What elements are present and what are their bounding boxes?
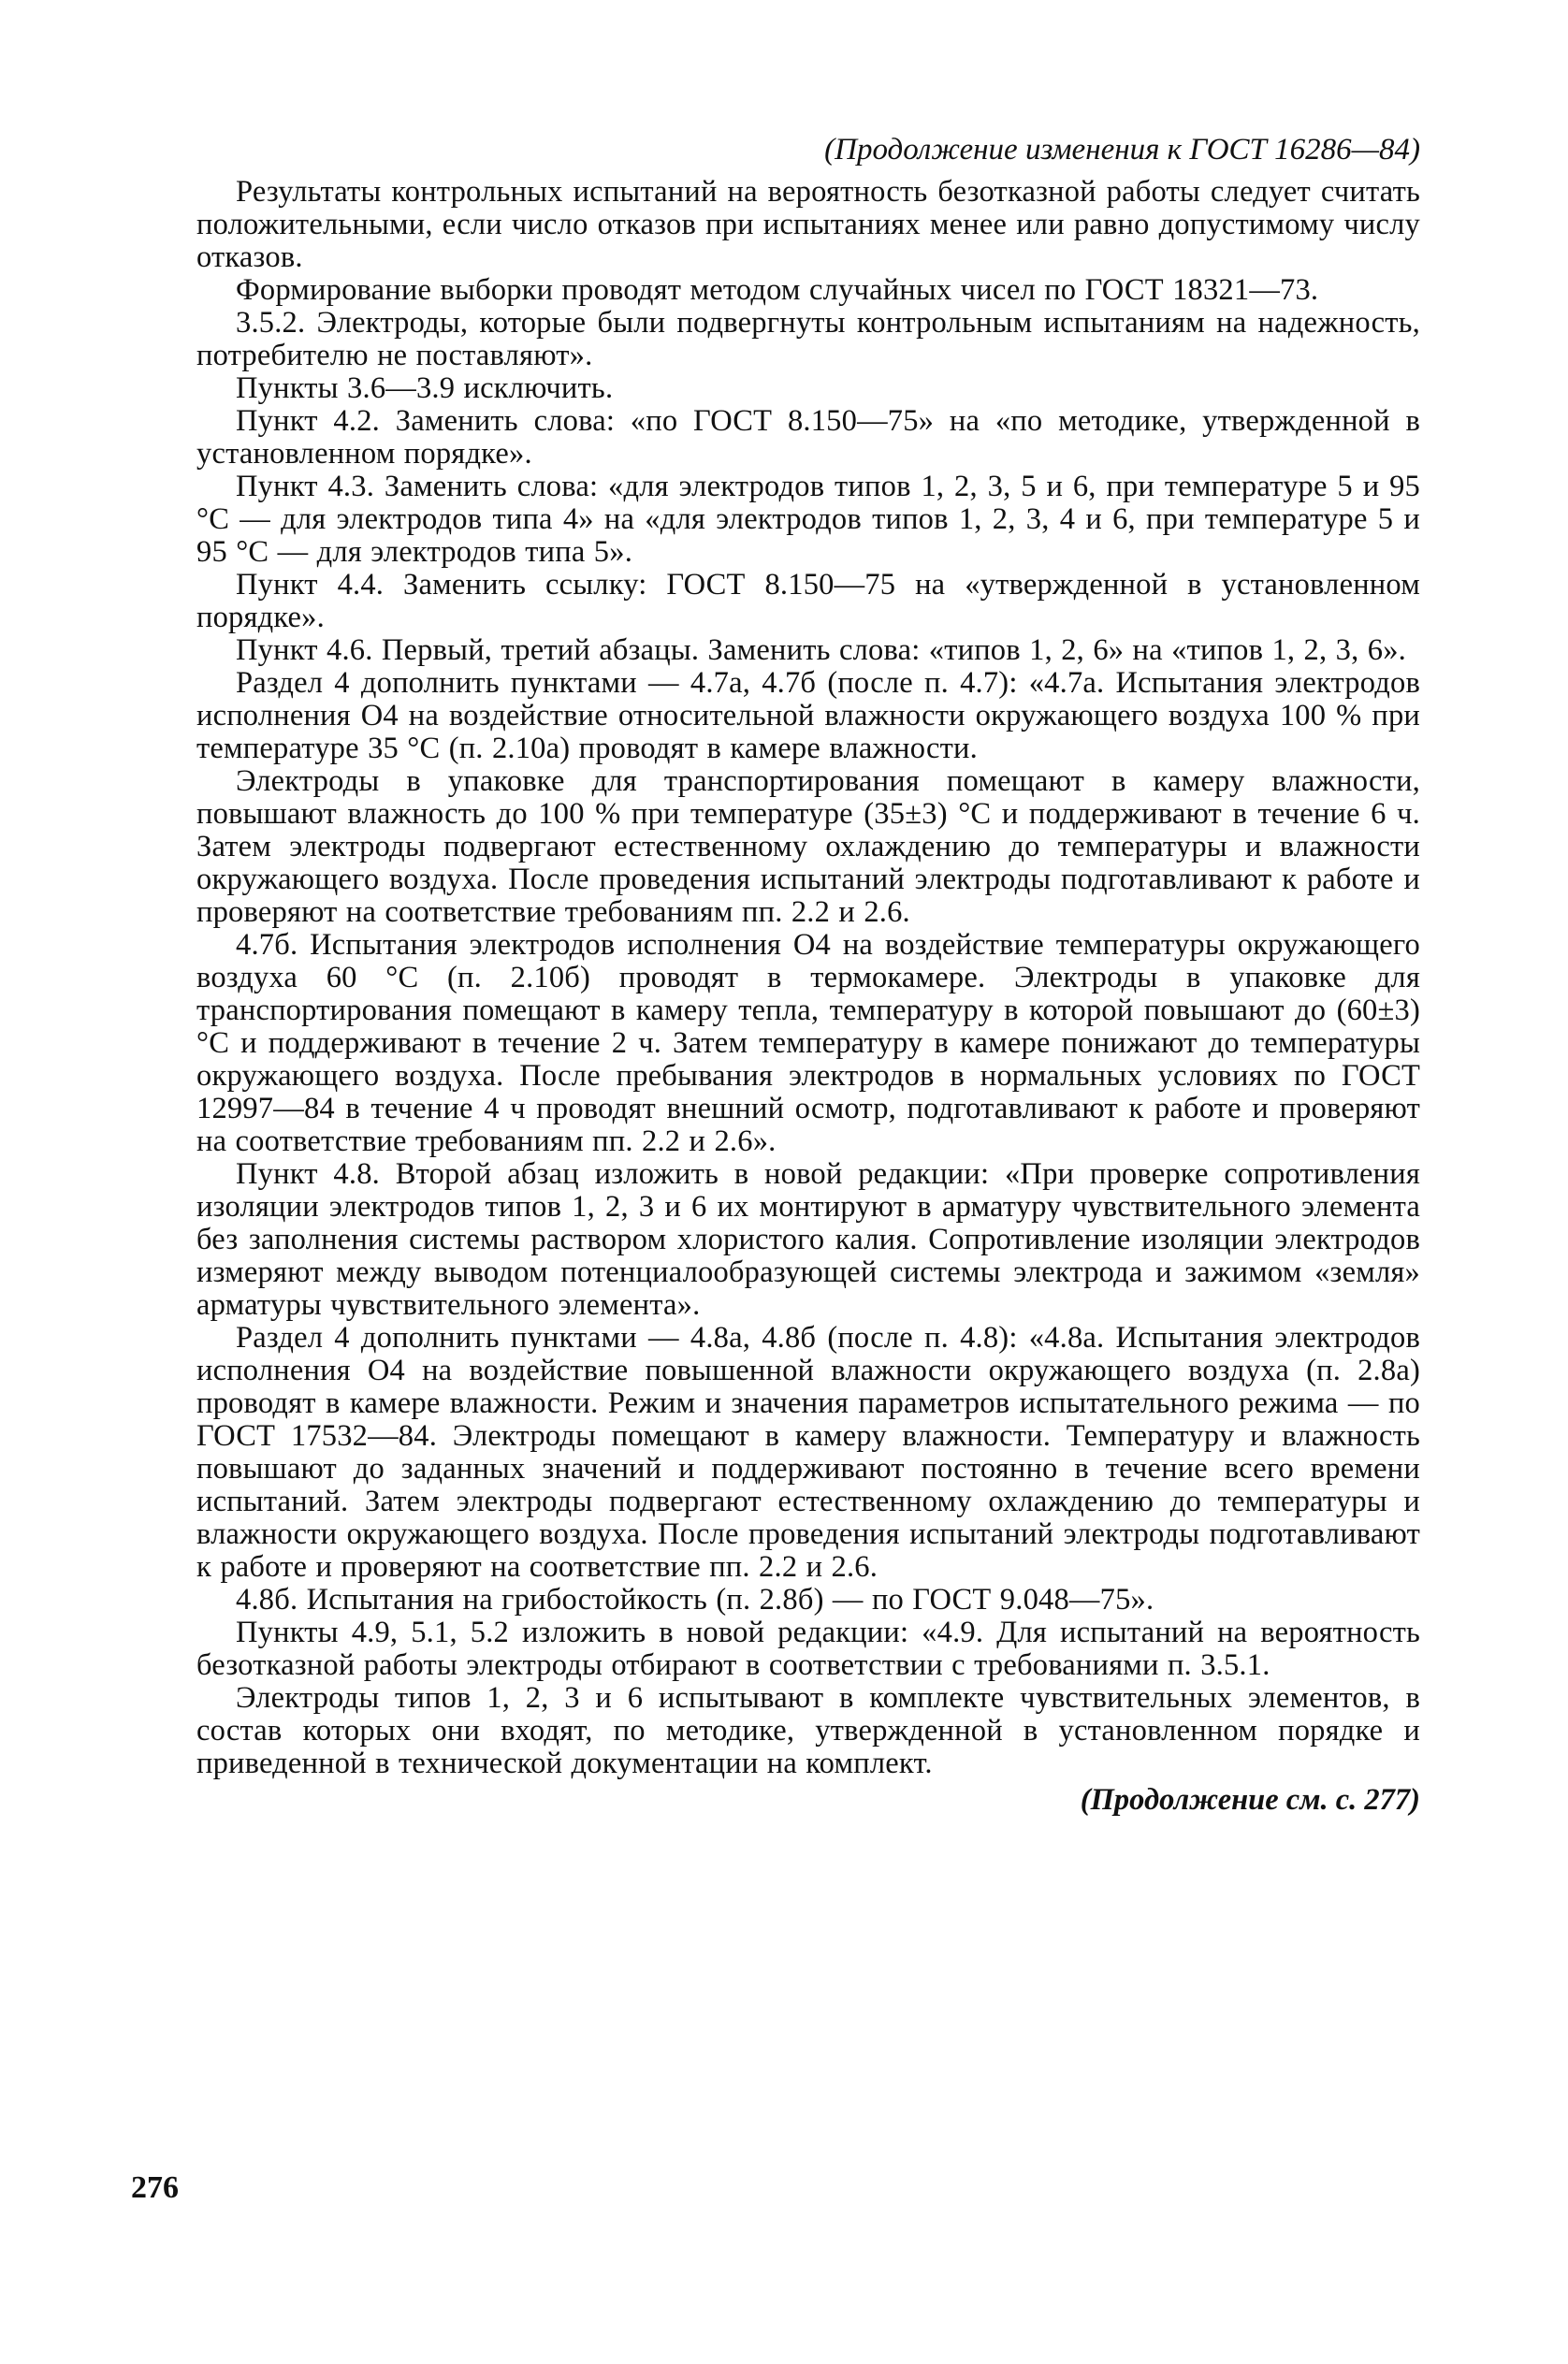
paragraph: Формирование выборки проводят методом случайных чисел по ГОСТ 18321—73. xyxy=(236,273,1319,307)
paragraph: Раздел 4 дополнить пунктами — 4.7а, 4.7б (после п. 4.7): «4.7а. Испытания электродов исполнения О4 на воздействие относительной влажности окружающего воздуха 100 % при температуре 35 °C (п. 2.10а) проводят в камере влажности. xyxy=(196,666,1420,765)
continued-note: (Продолжение см. с. 277) xyxy=(1080,1783,1420,1817)
paragraph: 3.5.2. Электроды, которые были подвергнуты контрольным испытаниям на надежность, потребителю не поставляют». xyxy=(196,306,1420,372)
paragraph: Пункт 4.6. Первый, третий абзацы. Заменить слова: «типов 1, 2, 6» на «типов 1, 2, 3, 6». xyxy=(236,633,1406,667)
running-head: (Продолжение изменения к ГОСТ 16286—84) xyxy=(824,133,1420,167)
paragraph: Пункт 4.2. Заменить слова: «по ГОСТ 8.150—75» на «по методике, утвержденной в установленном порядке». xyxy=(196,404,1420,471)
paragraph: Пункты 4.9, 5.1, 5.2 изложить в новой редакции: «4.9. Для испытаний на вероятность безотказной работы электроды отбирают в соответствии с требованиями п. 3.5.1. xyxy=(196,1616,1420,1682)
paragraph: 4.7б. Испытания электродов исполнения О4 на воздействие температуры окружающего воздуха 60 °C (п. 2.10б) проводят в термокамере. Электроды в упаковке для транспортирования помещают в камеру тепла, температуру в которой повышают до (60±3) °C и поддерживают в течение 2 ч. Затем температуру в камере понижают до температуры окружающего воздуха. После пребывания электродов в нормальных условиях по ГОСТ 12997—84 в течение 4 ч проводят внешний осмотр, подготавливают к работе и проверяют на соответствие требованиям пп. 2.2 и 2.6». xyxy=(196,928,1420,1158)
paragraph: 4.8б. Испытания на грибостойкость (п. 2.8б) — по ГОСТ 9.048—75». xyxy=(236,1583,1154,1617)
paragraph: Пункты 3.6—3.9 исключить. xyxy=(236,371,614,405)
paragraph: Пункт 4.8. Второй абзац изложить в новой редакции: «При проверке сопротивления изоляции электродов типов 1, 2, 3 и 6 их монтируют в арматуру чувствительного элемента без заполнения системы раствором хлористого калия. Сопротивление изоляции электродов измеряют между выводом потенциалообразующей системы электрода и зажимом «земля» арматуры чувствительного элемента». xyxy=(196,1157,1420,1322)
paragraph: Раздел 4 дополнить пунктами — 4.8а, 4.8б (после п. 4.8): «4.8а. Испытания электродов исполнения О4 на воздействие повышенной влажности окружающего воздуха (п. 2.8а) проводят в камере влажности. Режим и значения параметров испытательного режима — по ГОСТ 17532—84. Электроды помещают в камеру влажности. Температуру и влажность повышают до заданных значений и поддерживают постоянно в течение всего времени испытаний. Затем электроды подвергают естественному охлаждению до температуры и влажности окружающего воздуха. После проведения испытаний электроды подготавливают к работе и проверяют на соответствие пп. 2.2 и 2.6. xyxy=(196,1321,1420,1584)
paragraph: Электроды типов 1, 2, 3 и 6 испытывают в комплекте чувствительных элементов, в состав которых они входят, по методике, утвержденной в установленном порядке и приведенной в технической документации на комплект. xyxy=(196,1681,1420,1780)
paragraph: Пункт 4.4. Заменить ссылку: ГОСТ 8.150—75 на «утвержденной в установленном порядке». xyxy=(196,568,1420,634)
paragraph: Пункт 4.3. Заменить слова: «для электродов типов 1, 2, 3, 5 и 6, при температуре 5 и 95 °C — для электродов типа 4» на «для электродов типов 1, 2, 3, 4 и 6, при температуре 5 и 95 °C — для электродов типа 5». xyxy=(196,470,1420,569)
paragraph: Результаты контрольных испытаний на вероятность безотказной работы следует считать положительными, если число отказов при испытаниях менее или равно допустимому числу отказов. xyxy=(196,175,1420,274)
page-number: 276 xyxy=(131,2170,179,2205)
paragraph: Электроды в упаковке для транспортирования помещают в камеру влажности, повышают влажность до 100 % при температуре (35±3) °C и поддерживают в течение 6 ч. Затем электроды подвергают естественному охлаждению до температуры и влажности окружающего воздуха. После проведения испытаний электроды подготавливают к работе и проверяют на соответствие требованиям пп. 2.2 и 2.6. xyxy=(196,764,1420,929)
document-page xyxy=(196,131,1420,1818)
